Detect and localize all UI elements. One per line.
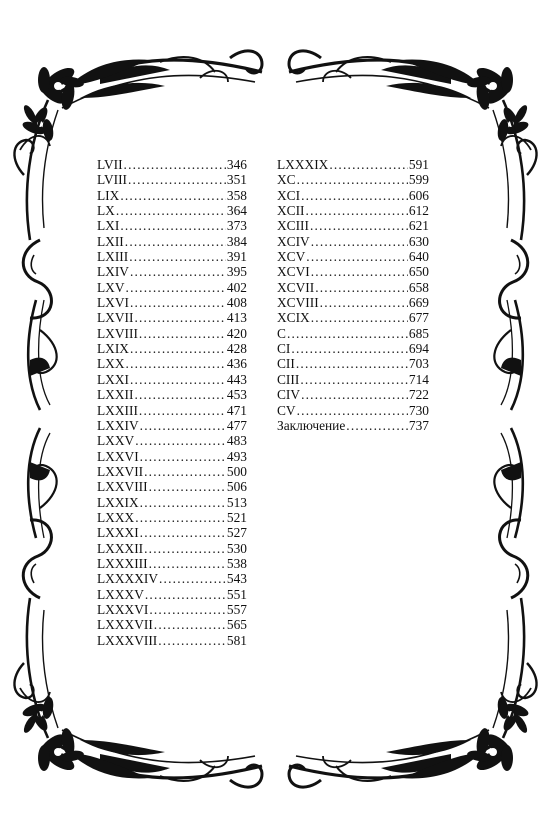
- toc-entry: [97, 571, 247, 586]
- toc-dot-leader: [135, 433, 226, 448]
- toc-entry-page: 538: [226, 555, 247, 571]
- toc-entry-label: LXXXV: [97, 586, 144, 602]
- toc-dot-leader: [301, 387, 408, 402]
- toc-entry-page: 477: [226, 417, 247, 433]
- toc-dot-leader: [130, 264, 226, 279]
- toc-entry-label: CI: [277, 341, 291, 357]
- toc-entry-page: 621: [408, 218, 429, 234]
- toc-entry-page: 358: [226, 187, 247, 203]
- toc-entry: [97, 310, 247, 325]
- toc-dot-leader: [139, 403, 226, 418]
- toc-entry-page: 500: [226, 463, 247, 479]
- toc-entry-page: 364: [226, 203, 247, 219]
- toc-entry: [97, 172, 247, 187]
- toc-entry-page: 650: [408, 264, 429, 280]
- toc-entry-page: 428: [226, 341, 247, 357]
- toc-entry: [97, 372, 247, 387]
- toc-dot-leader: [134, 310, 225, 325]
- toc-entry: [97, 157, 247, 172]
- toc-entry-label: XCVIII: [277, 295, 319, 311]
- toc-entry: [97, 264, 247, 279]
- toc-entry-page: 737: [408, 417, 429, 433]
- toc-entry-page: 530: [226, 540, 247, 556]
- toc-entry-label: XCIII: [277, 218, 309, 234]
- toc-entry: [277, 249, 429, 264]
- toc-dot-leader: [297, 403, 408, 418]
- toc-entry-label: LXXVIII: [97, 479, 148, 495]
- toc-entry: [97, 617, 247, 632]
- toc-dot-leader: [291, 341, 408, 356]
- toc-dot-leader: [128, 172, 226, 187]
- toc-entry: [277, 310, 429, 325]
- toc-dot-leader: [149, 556, 226, 571]
- toc-dot-leader: [306, 249, 408, 264]
- toc-entry-page: 551: [226, 586, 247, 602]
- toc-entry: [277, 264, 429, 279]
- toc-entry-page: 402: [226, 279, 247, 295]
- toc-entry: [97, 341, 247, 356]
- toc-entry: [97, 541, 247, 556]
- toc-entry-page: 493: [226, 448, 247, 464]
- toc-entry: [97, 249, 247, 264]
- toc-dot-leader: [135, 510, 226, 525]
- toc-entry-label: XC: [277, 172, 296, 188]
- toc-dot-leader: [140, 525, 226, 540]
- toc-entry: [97, 495, 247, 510]
- toc-entry-page: 346: [226, 157, 247, 172]
- toc-entry-page: 543: [226, 571, 247, 587]
- toc-dot-leader: [130, 372, 226, 387]
- toc-entry-page: 606: [408, 187, 429, 203]
- toc-entry-label: XCI: [277, 187, 301, 203]
- toc-entry-page: 384: [226, 233, 247, 249]
- toc-entry: [97, 356, 247, 371]
- toc-entry-label: LVIII: [97, 172, 127, 188]
- toc-dot-leader: [296, 356, 408, 371]
- toc-dot-leader: [346, 418, 408, 433]
- toc-dot-leader: [139, 326, 226, 341]
- toc-entry-label: XCV: [277, 249, 306, 265]
- toc-dot-leader: [154, 617, 226, 632]
- toc-entry-label: LXXXIII: [97, 555, 148, 571]
- toc-entry-page: 669: [408, 295, 429, 311]
- toc-entry-label: LXVIII: [97, 325, 138, 341]
- toc-entry-page: 527: [226, 525, 247, 541]
- toc-entry: [97, 295, 247, 310]
- toc-dot-leader: [140, 495, 226, 510]
- toc-entry-label: CII: [277, 356, 295, 372]
- toc-entry: [97, 203, 247, 218]
- toc-entry: [277, 372, 429, 387]
- toc-entry-label: XCII: [277, 203, 305, 219]
- toc-entry-page: 581: [226, 632, 247, 648]
- toc-dot-leader: [129, 249, 226, 264]
- toc-entry-label: LXIX: [97, 341, 129, 357]
- toc-dot-leader: [158, 633, 226, 648]
- toc-entry: [97, 479, 247, 494]
- toc-entry-page: 591: [408, 157, 429, 172]
- toc-entry-page: 630: [408, 233, 429, 249]
- toc-entry: [277, 172, 429, 187]
- toc-entry-label: XCIV: [277, 233, 310, 249]
- toc-entry: [277, 280, 429, 295]
- toc-entry: [277, 234, 429, 249]
- toc-column-left: [97, 157, 247, 648]
- toc-entry-page: 612: [408, 203, 429, 219]
- toc-entry-label: LXXVI: [97, 448, 139, 464]
- toc-entry-label: LXXV: [97, 433, 135, 449]
- toc-entry-page: 640: [408, 249, 429, 265]
- toc-entry-page: 685: [408, 325, 429, 341]
- toc-entry: [277, 326, 429, 341]
- toc-entry-label: LXII: [97, 233, 124, 249]
- toc-entry-page: 703: [408, 356, 429, 372]
- toc-entry-page: 483: [226, 433, 247, 449]
- toc-entry-page: 453: [226, 387, 247, 403]
- toc-entry-page: 521: [226, 509, 247, 525]
- toc-entry-label: LXIV: [97, 264, 129, 280]
- toc-entry: [97, 633, 247, 648]
- toc-dot-leader: [311, 264, 408, 279]
- toc-entry: [97, 403, 247, 418]
- toc-entry: [277, 203, 429, 218]
- toc-entry-label: CIII: [277, 371, 300, 387]
- toc-entry-label: LXVII: [97, 310, 134, 326]
- toc-entry: [97, 525, 247, 540]
- toc-entry: [277, 356, 429, 371]
- toc-entry-page: 722: [408, 387, 429, 403]
- toc-dot-leader: [159, 571, 226, 586]
- toc-entry-label: CV: [277, 402, 296, 418]
- toc-dot-leader: [130, 341, 226, 356]
- toc-entry: [97, 418, 247, 433]
- toc-entry: [97, 234, 247, 249]
- toc-entry-page: 658: [408, 279, 429, 295]
- toc-dot-leader: [297, 172, 408, 187]
- toc-entry-label: C: [277, 325, 286, 341]
- toc-entry-page: 408: [226, 295, 247, 311]
- toc-dot-leader: [120, 188, 226, 203]
- toc-dot-leader: [134, 387, 225, 402]
- toc-entry: [97, 218, 247, 233]
- toc-entry: [97, 556, 247, 571]
- toc-entry: [97, 433, 247, 448]
- toc-dot-leader: [144, 464, 226, 479]
- toc-entry-page: 677: [408, 310, 429, 326]
- toc-dot-leader: [329, 157, 408, 172]
- toc-entry-page: 420: [226, 325, 247, 341]
- toc-entry-label: LXV: [97, 279, 125, 295]
- toc-dot-leader: [300, 372, 408, 387]
- toc-entry-page: 557: [226, 601, 247, 617]
- toc-entry-label: LXXIV: [97, 417, 139, 433]
- toc-entry-page: 730: [408, 402, 429, 418]
- toc-entry-label: LXX: [97, 356, 125, 372]
- toc-dot-leader: [140, 418, 226, 433]
- toc-entry-page: 714: [408, 371, 429, 387]
- toc-entry: [97, 464, 247, 479]
- toc-entry: [97, 510, 247, 525]
- toc-entry-page: 373: [226, 218, 247, 234]
- toc-entry-label: LXXXXIV: [97, 571, 158, 587]
- toc-entry-label: LXXX: [97, 509, 135, 525]
- toc-dot-leader: [126, 356, 226, 371]
- toc-entry-label: LXXII: [97, 387, 134, 403]
- toc-dot-leader: [145, 587, 226, 602]
- toc-dot-leader: [149, 602, 226, 617]
- toc-entry: [97, 387, 247, 402]
- toc-entry-label: XCIX: [277, 310, 310, 326]
- toc-entry-label: LXXI: [97, 371, 129, 387]
- toc-entry-label: LXXXII: [97, 540, 144, 556]
- toc-dot-leader: [130, 295, 226, 310]
- toc-entry: [277, 403, 429, 418]
- toc-dot-leader: [287, 326, 408, 341]
- toc-entry-page: 565: [226, 617, 247, 633]
- toc-dot-leader: [144, 541, 226, 556]
- toc-dot-leader: [301, 188, 408, 203]
- toc-entry-label: LXXXIX: [277, 157, 329, 172]
- toc-entry-label: LIX: [97, 187, 120, 203]
- toc-entry-label: LX: [97, 203, 115, 219]
- toc-dot-leader: [311, 234, 408, 249]
- toc-entry-label: XCVI: [277, 264, 310, 280]
- toc-dot-leader: [126, 280, 226, 295]
- toc-entry-page: 471: [226, 402, 247, 418]
- toc-entry-page: 391: [226, 249, 247, 265]
- toc-dot-leader: [311, 310, 408, 325]
- toc-entry: [277, 188, 429, 203]
- toc-dot-leader: [120, 218, 226, 233]
- toc-entry-label: LXXIX: [97, 494, 139, 510]
- toc-dot-leader: [140, 449, 226, 464]
- toc-entry-label: LXXXI: [97, 525, 139, 541]
- toc-dot-leader: [310, 218, 408, 233]
- toc-entry: [97, 602, 247, 617]
- toc-dot-leader: [125, 234, 226, 249]
- toc-entry-page: 599: [408, 172, 429, 188]
- toc-entry: [277, 157, 429, 172]
- toc-entry-page: 413: [226, 310, 247, 326]
- toc-entry: [277, 218, 429, 233]
- toc-entry-label: LXXXVII: [97, 617, 153, 633]
- toc-entry: [277, 295, 429, 310]
- toc-entry: [277, 341, 429, 356]
- toc-entry: [97, 280, 247, 295]
- toc-entry-page: 436: [226, 356, 247, 372]
- toc-entry-page: 443: [226, 371, 247, 387]
- toc-dot-leader: [124, 157, 226, 172]
- toc-entry: [277, 418, 429, 433]
- toc-entry-label: LXXIII: [97, 402, 138, 418]
- toc-dot-leader: [149, 479, 226, 494]
- toc-entry-label: LXXXVIII: [97, 632, 158, 648]
- toc-entry-label: LXI: [97, 218, 120, 234]
- toc-entry-label: XCVII: [277, 279, 315, 295]
- toc-entry-label: LXXVII: [97, 463, 144, 479]
- toc-dot-leader: [320, 295, 408, 310]
- toc-entry-label: LXVI: [97, 295, 129, 311]
- toc-entry: [97, 587, 247, 602]
- toc-entry-page: 351: [226, 172, 247, 188]
- toc-entry-page: 694: [408, 341, 429, 357]
- toc-entry: [97, 326, 247, 341]
- toc-entry: [277, 387, 429, 402]
- toc-entry-page: 395: [226, 264, 247, 280]
- toc-entry: [97, 188, 247, 203]
- toc-entry-label: LXIII: [97, 249, 129, 265]
- toc-dot-leader: [116, 203, 226, 218]
- toc-entry: [97, 449, 247, 464]
- toc-column-right: [277, 157, 429, 433]
- toc-entry-label: Заключение: [277, 417, 346, 433]
- toc-dot-leader: [306, 203, 408, 218]
- toc-entry-label: CIV: [277, 387, 301, 403]
- toc-dot-leader: [315, 280, 408, 295]
- toc-entry-label: LVII: [97, 157, 123, 172]
- toc-entry-label: LXXXVI: [97, 601, 149, 617]
- toc-entry-page: 506: [226, 479, 247, 495]
- toc-entry-page: 513: [226, 494, 247, 510]
